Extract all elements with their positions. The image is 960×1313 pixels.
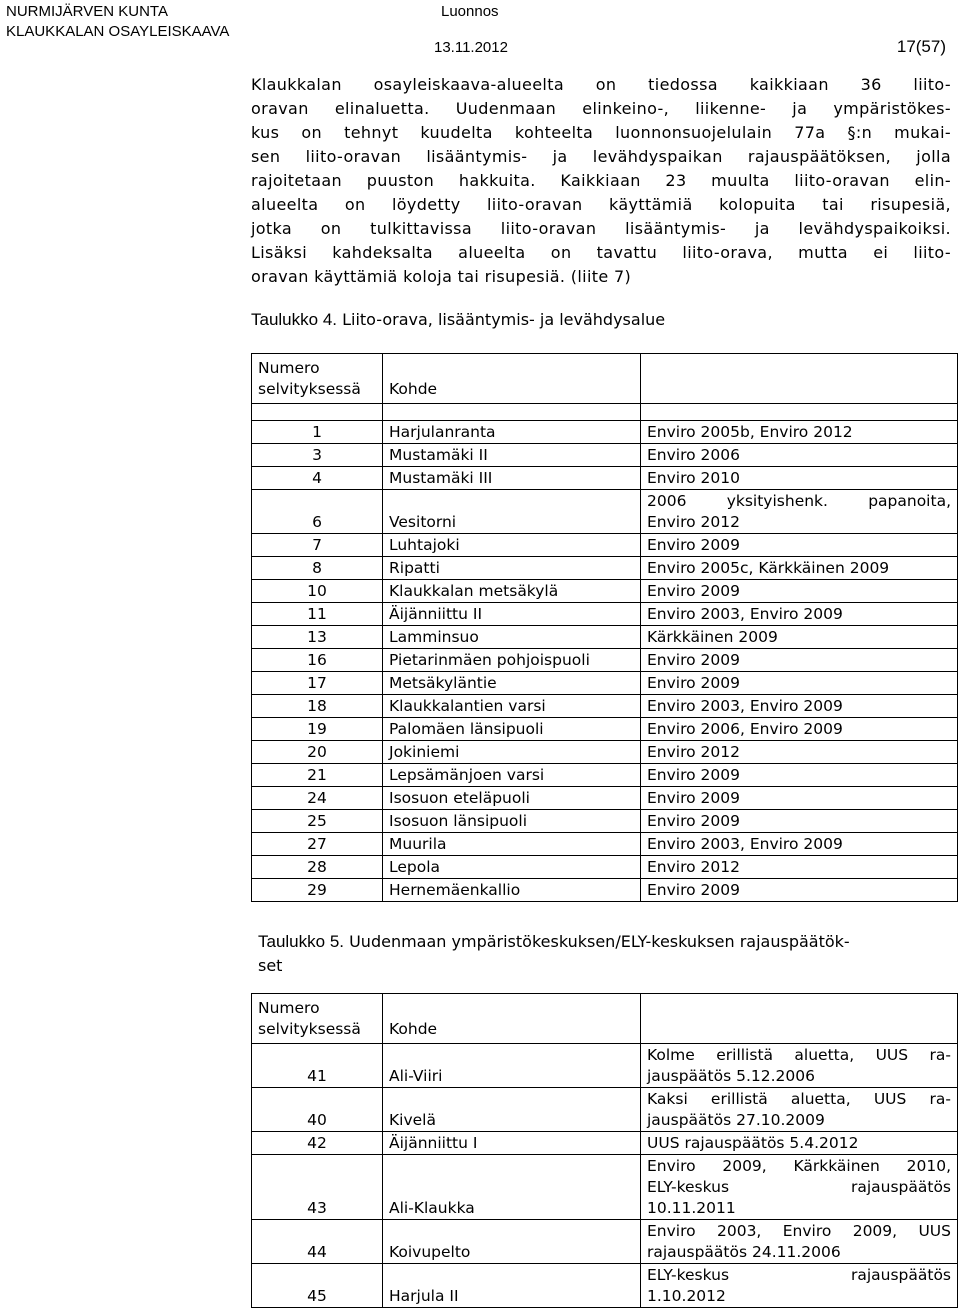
row-number-cell: 8: [252, 557, 383, 580]
table-row: [252, 695, 958, 718]
table5-caption-text: Uudenmaan ympäristökeskuksen/ELY-keskuksen rajauspäätök-: [349, 932, 850, 951]
table-row: [252, 649, 958, 672]
row-number-cell: 11: [252, 603, 383, 626]
row-source-line: ELY-keskus rajauspäätös: [647, 1178, 951, 1196]
table4-caption-label: Taulukko 4.: [251, 310, 337, 329]
table-row: [252, 718, 958, 741]
row-site-cell: Luhtajoki: [383, 534, 641, 557]
row-source-line: Kaksi erillistä aluetta, UUS ra-: [647, 1090, 951, 1108]
row-site-cell: Muurila: [383, 833, 641, 856]
paragraph-line: Lisäksi kahdeksalta alueelta on tavattu liito-orava, mutta ei liito-: [251, 243, 951, 262]
header-number-cell: [252, 354, 383, 404]
row-site-cell: Koivupelto: [383, 1220, 641, 1264]
table-row: [252, 1220, 958, 1264]
row-site-cell: Isosuon eteläpuoli: [383, 787, 641, 810]
row-site-cell: Ali-Klaukka: [383, 1155, 641, 1220]
row-source-line: 1.10.2012: [647, 1287, 726, 1305]
row-source-cell: Enviro 2012: [641, 741, 958, 764]
row-number-cell: 4: [252, 467, 383, 490]
row-source-cell: UUS rajauspäätös 5.4.2012: [641, 1132, 958, 1155]
row-number-cell: 21: [252, 764, 383, 787]
row-source-cell: Kärkkäinen 2009: [641, 626, 958, 649]
table-row: [252, 833, 958, 856]
row-number-cell: 19: [252, 718, 383, 741]
row-number-cell: 43: [252, 1155, 383, 1220]
table5-caption-label: Taulukko 5.: [258, 932, 344, 951]
table-row: [252, 626, 958, 649]
table-row: [252, 490, 958, 534]
table-row: [252, 787, 958, 810]
header-number-line: Numero: [258, 998, 320, 1017]
table-row: [252, 672, 958, 695]
document-status: Luonnos: [441, 3, 499, 20]
row-number-cell: 41: [252, 1044, 383, 1088]
table-row: [252, 444, 958, 467]
row-site-cell: Ali-Viiri: [383, 1044, 641, 1088]
table-row: [252, 421, 958, 444]
row-site-cell: Harjula II: [383, 1264, 641, 1308]
table-row: [252, 741, 958, 764]
row-site-cell: Pietarinmäen pohjoispuoli: [383, 649, 641, 672]
paragraph-line: kus on tehnyt kuudelta kohteelta luonnonsuojelulain 77a §:n mukai-: [251, 123, 951, 142]
document-date: 13.11.2012: [434, 39, 508, 56]
row-number-cell: 10: [252, 580, 383, 603]
row-source-line: ELY-keskus rajauspäätös: [647, 1266, 951, 1284]
table-row: [252, 810, 958, 833]
row-source-cell: [641, 1044, 958, 1088]
header-source-cell: [641, 994, 958, 1044]
row-number-cell: 16: [252, 649, 383, 672]
paragraph-line: oravan käyttämiä koloja tai risupesiä. (liite 7): [251, 267, 632, 286]
table4-caption: [251, 310, 665, 330]
paragraph-line: jotka on tulkittavissa liito-oravan lisääntymis- ja levähdyspaikoiksi.: [251, 219, 951, 238]
row-source-cell: Enviro 2009: [641, 764, 958, 787]
row-number-cell: 42: [252, 1132, 383, 1155]
plan-name: KLAUKKALAN OSAYLEISKAAVA: [6, 23, 230, 40]
row-source-cell: Enviro 2006: [641, 444, 958, 467]
row-number-cell: 17: [252, 672, 383, 695]
row-site-cell: Metsäkyläntie: [383, 672, 641, 695]
table-row: [252, 580, 958, 603]
table5-header-row: [252, 994, 958, 1044]
header-site-cell: Kohde: [383, 354, 641, 404]
table-row: [252, 1044, 958, 1088]
row-source-cell: [641, 490, 958, 534]
municipality-name: NURMIJÄRVEN KUNTA: [6, 3, 168, 20]
row-source-cell: Enviro 2009: [641, 534, 958, 557]
row-site-cell: Palomäen länsipuoli: [383, 718, 641, 741]
row-source-line: 2006 yksityishenk. papanoita,: [647, 492, 951, 510]
table-row: [252, 764, 958, 787]
row-site-cell: Kivelä: [383, 1088, 641, 1132]
row-number-cell: 13: [252, 626, 383, 649]
row-source-line: jauspäätös 27.10.2009: [647, 1111, 825, 1129]
body-paragraph: [251, 73, 951, 289]
paragraph-line: Klaukkalan osayleiskaava-alueelta on tiedossa kaikkiaan 36 liito-: [251, 75, 951, 94]
paragraph-line: oravan elinaluetta. Uudenmaan elinkeino-, liikenne- ja ympäristökes-: [251, 99, 951, 118]
row-number-cell: 27: [252, 833, 383, 856]
row-number-cell: 28: [252, 856, 383, 879]
paragraph-line: sen liito-oravan lisääntymis- ja levähdyspaikan rajauspäätöksen, jolla: [251, 147, 951, 166]
paragraph-line: alueelta on löydetty liito-oravan käyttämiä kolopuita tai risupesiä,: [251, 195, 951, 214]
table4-header-row: [252, 354, 958, 404]
row-site-cell: Lepsämänjoen varsi: [383, 764, 641, 787]
row-number-cell: 29: [252, 879, 383, 902]
row-source-cell: [641, 1088, 958, 1132]
table-row: [252, 856, 958, 879]
document-header-organization: [6, 2, 229, 42]
row-number-cell: 40: [252, 1088, 383, 1132]
row-source-cell: Enviro 2010: [641, 467, 958, 490]
table-row: [252, 557, 958, 580]
row-site-cell: Mustamäki III: [383, 467, 641, 490]
row-number-cell: 7: [252, 534, 383, 557]
row-source-cell: Enviro 2012: [641, 856, 958, 879]
row-source-cell: Enviro 2003, Enviro 2009: [641, 833, 958, 856]
row-source-line: rajauspäätös 24.11.2006: [647, 1243, 841, 1261]
page-number: 17(57): [896, 37, 946, 56]
row-source-cell: Enviro 2009: [641, 879, 958, 902]
table5-caption-line: set: [258, 956, 283, 975]
row-source-line: jauspäätös 5.12.2006: [647, 1067, 815, 1085]
table-row: [252, 467, 958, 490]
header-number-line: selvityksessä: [258, 379, 361, 398]
table-row: [252, 879, 958, 902]
row-site-cell: Jokiniemi: [383, 741, 641, 764]
row-source-cell: Enviro 2009: [641, 580, 958, 603]
row-source-line: Enviro 2003, Enviro 2009, UUS: [647, 1222, 951, 1240]
table4-caption-text: Liito-orava, lisääntymis- ja levähdysalue: [342, 310, 666, 329]
row-source-line: Enviro 2012: [647, 513, 740, 531]
row-source-cell: Enviro 2003, Enviro 2009: [641, 695, 958, 718]
row-site-cell: Klaukkalan metsäkylä: [383, 580, 641, 603]
row-site-cell: Lamminsuo: [383, 626, 641, 649]
table-row: [252, 534, 958, 557]
row-site-cell: Mustamäki II: [383, 444, 641, 467]
row-source-cell: Enviro 2005c, Kärkkäinen 2009: [641, 557, 958, 580]
row-source-cell: Enviro 2009: [641, 649, 958, 672]
header-source-cell: [641, 354, 958, 404]
row-source-cell: [641, 1264, 958, 1308]
table5: [251, 993, 958, 1308]
row-site-cell: Harjulanranta: [383, 421, 641, 444]
paragraph-line: rajoitetaan puuston hakkuita. Kaikkiaan 23 muulta liito-oravan elin-: [251, 171, 951, 190]
table4-spacer-row: [252, 404, 958, 421]
row-site-cell: Äijänniittu I: [383, 1132, 641, 1155]
row-site-cell: Hernemäenkallio: [383, 879, 641, 902]
row-source-cell: Enviro 2009: [641, 810, 958, 833]
table-row: [252, 1088, 958, 1132]
row-number-cell: 45: [252, 1264, 383, 1308]
row-number-cell: 1: [252, 421, 383, 444]
row-site-cell: Vesitorni: [383, 490, 641, 534]
table5-caption-line: [258, 930, 948, 954]
row-source-cell: Enviro 2009: [641, 672, 958, 695]
row-number-cell: 20: [252, 741, 383, 764]
row-number-cell: 3: [252, 444, 383, 467]
table5-body: [252, 994, 958, 1308]
row-number-cell: 6: [252, 490, 383, 534]
row-site-cell: Lepola: [383, 856, 641, 879]
table-row: [252, 1264, 958, 1308]
table-row: [252, 1132, 958, 1155]
table4-body: [252, 354, 958, 902]
row-source-cell: Enviro 2003, Enviro 2009: [641, 603, 958, 626]
header-site-cell: Kohde: [383, 994, 641, 1044]
row-source-cell: [641, 1220, 958, 1264]
row-number-cell: 24: [252, 787, 383, 810]
row-number-cell: 25: [252, 810, 383, 833]
header-number-line: Numero: [258, 358, 320, 377]
table-row: [252, 603, 958, 626]
header-number-cell: [252, 994, 383, 1044]
header-number-line: selvityksessä: [258, 1019, 361, 1038]
row-source-cell: [641, 1155, 958, 1220]
row-site-cell: Klaukkalantien varsi: [383, 695, 641, 718]
row-source-cell: Enviro 2005b, Enviro 2012: [641, 421, 958, 444]
row-source-line: Kolme erillistä aluetta, UUS ra-: [647, 1046, 951, 1064]
row-site-cell: Äijänniittu II: [383, 603, 641, 626]
row-number-cell: 44: [252, 1220, 383, 1264]
row-site-cell: Ripatti: [383, 557, 641, 580]
table5-caption: [258, 930, 948, 978]
row-source-cell: Enviro 2009: [641, 787, 958, 810]
row-site-cell: Isosuon länsipuoli: [383, 810, 641, 833]
table-row: [252, 1155, 958, 1220]
row-source-cell: Enviro 2006, Enviro 2009: [641, 718, 958, 741]
row-source-line: Enviro 2009, Kärkkäinen 2010,: [647, 1157, 951, 1175]
row-number-cell: 18: [252, 695, 383, 718]
row-source-line: 10.11.2011: [647, 1199, 736, 1217]
table4: [251, 353, 958, 902]
